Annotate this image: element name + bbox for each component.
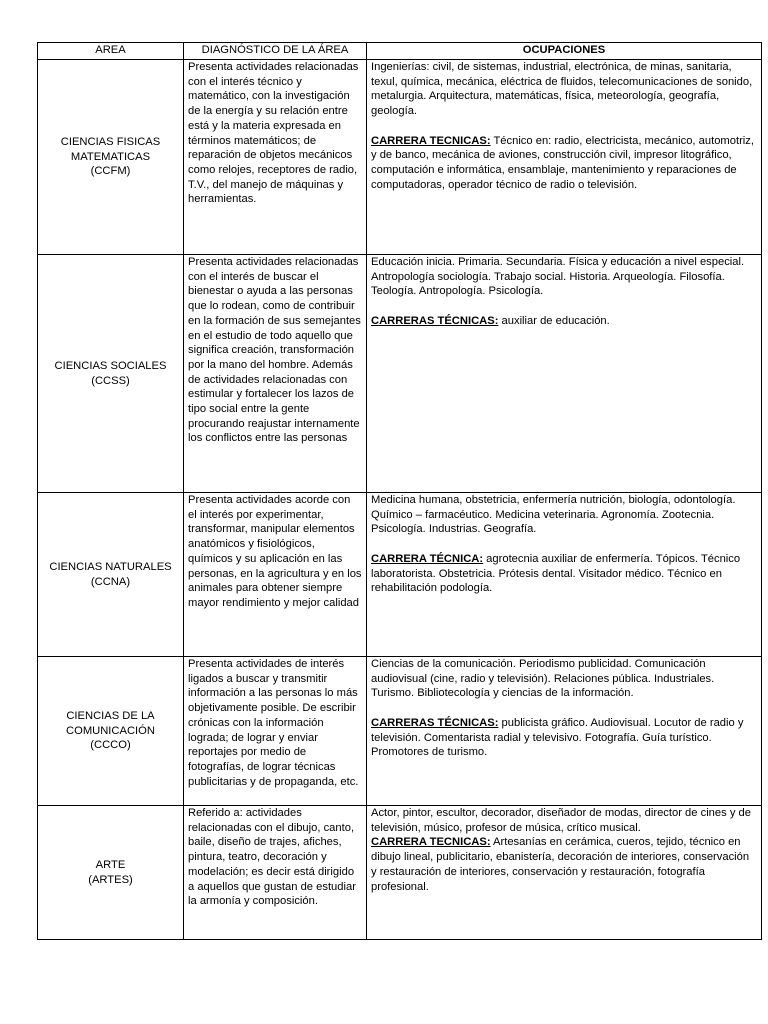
ocupaciones-text: Actor, pintor, escultor, decorador, diseñador de modas, director de cines y de televisión, músico, profesor de música, crítico musical. (371, 807, 751, 834)
area-name: CIENCIAS NATURALES (49, 560, 172, 573)
tecnicas-text: Técnico en: radio, electricista, mecánico, automotriz, y de banco, mecánica de aviones, construcción civil, impresor litográfico, computación e informática, ensamblaje, mantenimiento y reparaciones de computadoras, operador técnico de radio o televisión. (371, 134, 754, 191)
tecnicas-label: CARRERA TECNICAS: (371, 134, 491, 147)
ocupaciones-text: Medicina humana, obstetricia, enfermería nutrición, biología, odontología. Químico – farmacéutico. Medicina veterinaria. Agronomía. Zootecnia. Psicología. Industrias. Geografía. (371, 494, 736, 536)
table-row (38, 806, 762, 940)
table-row (38, 657, 762, 806)
diagnostico-cell: Presenta actividades relacionadas con el interés técnico y matemático, con la investigación de la energía y su relación entre está y la materia expresada en términos matemáticos; de reparación de objetos mecánicos como relojes, receptores de radio, T.V., del manejo de máquinas y herramientas. (184, 60, 367, 255)
area-code: (CCFM) (90, 165, 131, 178)
tecnicas-text: auxiliar de educación. (498, 314, 610, 327)
ocupaciones-cell (367, 806, 762, 940)
area-name: CIENCIAS DE LA COMUNICACIÓN (66, 709, 155, 737)
area-cell (38, 657, 184, 806)
table-row (38, 60, 762, 255)
table-row (38, 493, 762, 657)
ocupaciones-text: Ingenierías: civil, de sistemas, industrial, electrónica, de minas, sanitaria, texul, química, mecánica, eléctrica de fluidos, telecomunicaciones de sonido, metalurgia. Arquitectura, matemáticas, física, meteorología, geografía, geología. (371, 61, 753, 118)
ocupaciones-text: Educación inicia. Primaria. Secundaria. Física y educación a nivel especial. Antropología sociología. Trabajo social. Historia. Arqueología. Filosofía. Teología. Antropología. Psicología. (371, 256, 745, 298)
area-code: (CCSS) (91, 374, 130, 387)
area-code: (CCCO) (90, 739, 131, 752)
diagnostico-cell: Presenta actividades de interés ligados a buscar y transmitir información a las personas lo más objetivamente posible. De escribir crónicas con la información lograda; de lograr y enviar reportajes por medio de fotografías, de lograr técnicas publicitarias y de propaganda, etc. (184, 657, 367, 806)
diagnostico-cell: Presenta actividades relacionadas con el interés de buscar el bienestar o ayuda a las personas que lo rodean, como de contribuir en la formación de sus semejantes en el estudio de todo aquello que significa creación, transformación por la mano del hombre. Además de actividades relacionadas con estimular y fortalecer los lazos de tipo social entre la gente procurando reajustar internamente los conflictos entre las personas (184, 255, 367, 493)
area-cell (38, 806, 184, 940)
diagnostico-cell: Presenta actividades acorde con el interés por experimentar, transformar, manipular elementos anatómicos y fisiológicos, químicos y su aplicación en las personas, en la agricultura y en los animales para obtener siempre mayor rendimiento y mejor calidad (184, 493, 367, 657)
diagnostico-cell: Referido a: actividades relacionadas con el dibujo, canto, baile, diseño de trajes, afiches, pintura, teatro, decoración y modelación; es decir está dirigido a aquellos que gustan de estudiar la armonía y composición. (184, 806, 367, 940)
tecnicas-label: CARRERAS TÉCNICAS: (371, 716, 499, 729)
table-row (38, 255, 762, 493)
area-name: CIENCIAS SOCIALES (54, 359, 167, 372)
tecnicas-label: CARRERAS TÉCNICAS: (371, 314, 499, 327)
area-name: ARTE (95, 858, 126, 871)
area-cell (38, 60, 184, 255)
table-header-row (38, 43, 762, 60)
ocupaciones-cell (367, 255, 762, 493)
ocupaciones-text: Ciencias de la comunicación. Periodismo publicidad. Comunicación audiovisual (cine, radio y televisión). Relaciones pública. Industriales. Turismo. Bibliotecología y ciencias de la información. (371, 658, 715, 700)
tecnicas-text: publicista gráfico. Audiovisual. Locutor de radio y televisión. Comentarista radial y televisivo. Fotografía. Guía turístico. Promotores de turismo. (371, 716, 744, 759)
tecnicas-label: CARRERA TÉCNICA: (371, 552, 484, 565)
tecnicas-text: Artesanías en cerámica, cueros, tejido, técnico en dibujo lineal, publicitario, ebanistería, decoración de interiores, conservación y restauración de interiores, conservación y restauración, fotografía profesional. (371, 836, 750, 893)
area-cell (38, 255, 184, 493)
area-code: (CCNA) (90, 575, 131, 588)
ocupaciones-cell (367, 657, 762, 806)
tecnicas-text: agrotecnia auxiliar de enfermería. Tópicos. Técnico laboratorista. Obstetricia. Prótesis dental. Visitador médico. Técnico en rehabilitación podología. (371, 552, 741, 595)
career-areas-table (37, 42, 762, 940)
area-name: CIENCIAS FISICAS MATEMATICAS (60, 135, 161, 163)
ocupaciones-cell (367, 493, 762, 657)
header-diagnostico: DIAGNÓSTICO DE LA ÁREA (184, 43, 367, 60)
ocupaciones-cell (367, 60, 762, 255)
area-cell (38, 493, 184, 657)
area-code: (ARTES) (88, 873, 133, 886)
header-area: AREA (38, 43, 184, 60)
header-ocupaciones: OCUPACIONES (367, 43, 762, 60)
tecnicas-label: CARRERA TECNICAS: (371, 836, 491, 849)
